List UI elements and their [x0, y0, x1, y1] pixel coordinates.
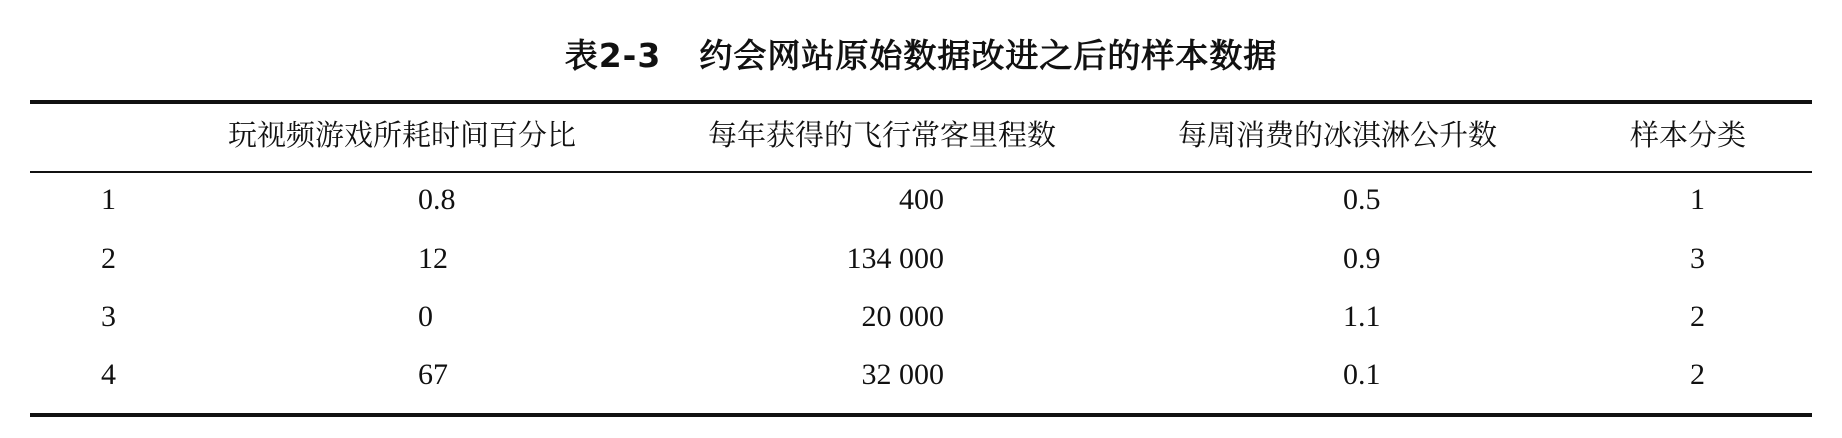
- cell-ice-cream-liters: 0.9: [1343, 242, 1381, 275]
- row-index: 4: [101, 358, 116, 391]
- cell-sample-class: 1: [1690, 183, 1705, 216]
- cell-ice-cream-liters: 1.1: [1343, 300, 1381, 333]
- row-index: 1: [101, 183, 116, 216]
- cell-frequent-flyer-miles: 400: [899, 183, 944, 216]
- cell-sample-class: 2: [1690, 358, 1705, 391]
- cell-video-game-time: 0.8: [418, 183, 456, 216]
- row-index: 3: [101, 300, 116, 333]
- table-header-row: [0, 113, 1842, 163]
- cell-video-game-time: 0: [418, 300, 433, 333]
- header-frequent-flyer-miles: 每年获得的飞行常客里程数: [708, 118, 1057, 152]
- cell-sample-class: 3: [1690, 242, 1705, 275]
- header-ice-cream-liters: 每周消费的冰淇淋公升数: [1178, 118, 1498, 152]
- top-rule: [30, 100, 1812, 104]
- cell-frequent-flyer-miles: 32 000: [861, 358, 944, 391]
- table-row: [0, 242, 1842, 286]
- cell-ice-cream-liters: 0.1: [1343, 358, 1381, 391]
- cell-sample-class: 2: [1690, 300, 1705, 333]
- table-number: 表2-3: [564, 36, 662, 75]
- table-row: [0, 183, 1842, 227]
- table-title: 约会网站原始数据改进之后的样本数据: [699, 36, 1278, 75]
- cell-video-game-time: 12: [418, 242, 448, 275]
- bottom-rule: [30, 413, 1812, 417]
- cell-frequent-flyer-miles: 20 000: [861, 300, 944, 333]
- header-video-game-time: 玩视频游戏所耗时间百分比: [228, 118, 577, 152]
- header-sample-class: 样本分类: [1630, 118, 1747, 152]
- table-row: [0, 358, 1842, 402]
- cell-ice-cream-liters: 0.5: [1343, 183, 1381, 216]
- row-index: 2: [101, 242, 116, 275]
- table-caption: [0, 30, 1842, 77]
- header-rule: [30, 171, 1812, 173]
- table-row: [0, 300, 1842, 344]
- cell-video-game-time: 67: [418, 358, 448, 391]
- cell-frequent-flyer-miles: 134 000: [846, 242, 944, 275]
